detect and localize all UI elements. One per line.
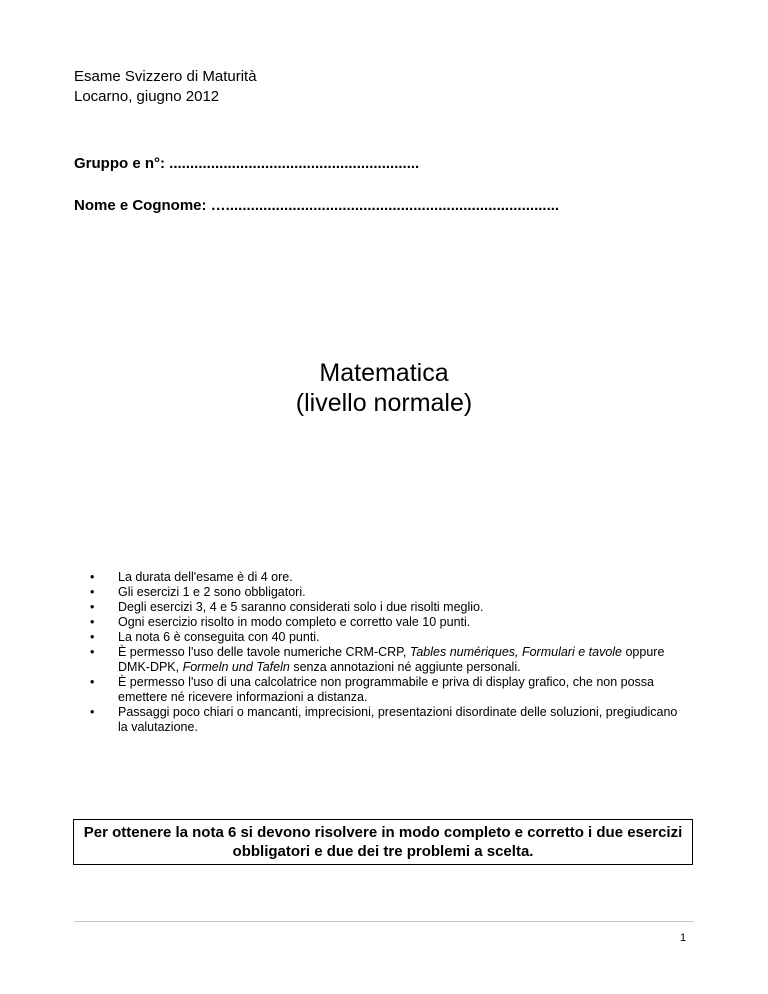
group-number-field: Gruppo e n°: ............................................................ bbox=[74, 155, 420, 172]
rule-italic-text: Formeln und Tafeln bbox=[182, 660, 290, 674]
rule-text: È permesso l'uso di una calcolatrice non programmabile e priva di display grafico, che non possa emettere né ricevere informazioni a distanza. bbox=[118, 675, 655, 704]
exam-header bbox=[74, 67, 257, 107]
rule-text: Gli esercizi 1 e 2 sono obbligatori. bbox=[118, 585, 306, 599]
exam-rules-list bbox=[90, 570, 690, 735]
rule-item bbox=[90, 705, 690, 735]
bullet-icon: • bbox=[90, 630, 95, 644]
grade-notice-box: Per ottenere la nota 6 si devono risolvere in modo completo e corretto i due esercizi obbligatori e due dei tre problemi a scelta. bbox=[73, 819, 693, 865]
bullet-icon: • bbox=[90, 570, 95, 584]
bullet-icon: • bbox=[90, 615, 95, 629]
bullet-icon: • bbox=[90, 645, 95, 659]
level-subtitle: (livello normale) bbox=[295, 389, 473, 417]
bullet-icon: • bbox=[90, 585, 95, 599]
rule-text: senza annotazioni né aggiunte personali. bbox=[289, 660, 521, 674]
rule-item bbox=[90, 645, 690, 675]
rule-item bbox=[90, 600, 690, 615]
rule-item bbox=[90, 585, 690, 600]
exam-location-date: Locarno, giugno 2012 bbox=[74, 88, 220, 105]
rule-text: La durata dell'esame è di 4 ore. bbox=[118, 570, 293, 584]
rule-text: Passaggi poco chiari o mancanti, imprecisioni, presentazioni disordinate delle soluzioni, pregiudicano la valutazione. bbox=[118, 705, 678, 734]
rule-text: È permesso l'uso delle tavole numeriche CRM-CRP, bbox=[118, 645, 410, 659]
rule-item bbox=[90, 675, 690, 705]
exam-name: Esame Svizzero di Maturità bbox=[74, 68, 257, 85]
bullet-icon: • bbox=[90, 600, 95, 614]
rule-text: Ogni esercizio risolto in modo completo e corretto vale 10 punti. bbox=[118, 615, 471, 629]
full-name-field: Nome e Cognome: …................................................................................ bbox=[74, 197, 560, 214]
bullet-icon: • bbox=[90, 705, 95, 719]
bullet-icon: • bbox=[90, 675, 95, 689]
rule-item bbox=[90, 615, 690, 630]
rule-text: La nota 6 è conseguita con 40 punti. bbox=[118, 630, 320, 644]
page-number: 1 bbox=[680, 932, 687, 944]
subject-title: Matematica bbox=[319, 359, 449, 387]
rule-text: oppure DMK-DPK, bbox=[118, 645, 665, 674]
rule-item bbox=[90, 630, 690, 645]
rule-italic-text: Tables numériques, Formulari e tavole bbox=[409, 645, 622, 659]
rule-item bbox=[90, 570, 690, 585]
footer-divider bbox=[74, 921, 694, 922]
rule-text: Degli esercizi 3, 4 e 5 saranno considerati solo i due risolti meglio. bbox=[118, 600, 484, 614]
document-title bbox=[0, 358, 768, 418]
